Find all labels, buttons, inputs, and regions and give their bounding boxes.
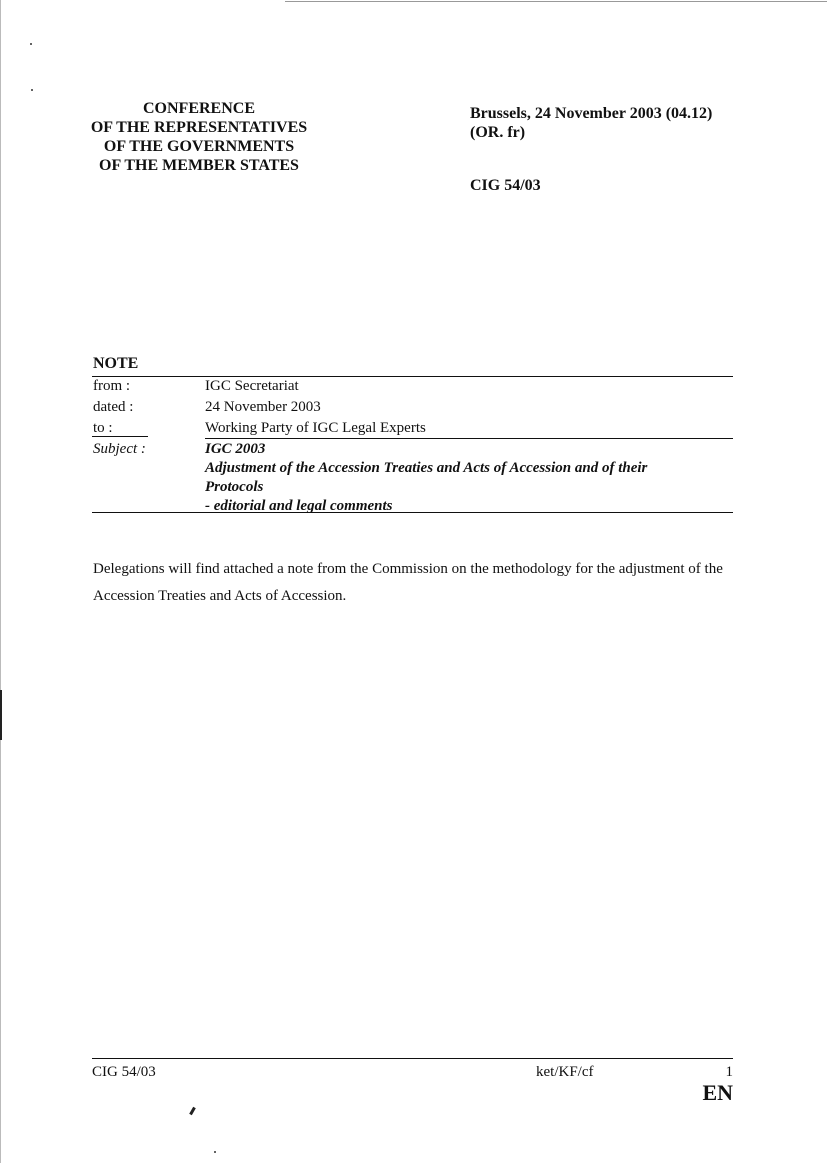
to-value: Working Party of IGC Legal Experts	[205, 420, 426, 436]
footer-initials: ket/KF/cf	[536, 1064, 594, 1080]
dated-label: dated :	[93, 399, 134, 415]
scan-top-line	[285, 1, 827, 2]
scan-left-mark	[0, 690, 2, 740]
conference-line: CONFERENCE	[142, 100, 255, 117]
body-paragraph: Delegations will find attached a note from the Commission on the methodology for the adjustment of the Accession Treaties and Acts of Accession.	[93, 561, 723, 604]
subject-line: - editorial and legal comments	[205, 498, 393, 514]
original-language: (OR. fr)	[470, 124, 526, 141]
from-label: from :	[93, 378, 131, 394]
place-date-block	[470, 104, 712, 142]
footer-rule	[92, 1058, 733, 1059]
subject-value	[205, 440, 725, 516]
subject-line: Adjustment of the Accession Treaties and Acts of Accession and of their	[205, 460, 648, 476]
scan-mark	[189, 1107, 196, 1115]
scan-speck	[30, 43, 32, 45]
conference-line: OF THE GOVERNMENTS	[103, 138, 295, 155]
note-title: NOTE	[93, 355, 139, 372]
conference-line: OF THE REPRESENTATIVES	[90, 119, 308, 136]
conference-heading	[60, 99, 338, 175]
subject-label: Subject :	[93, 441, 146, 457]
place-date: Brussels, 24 November 2003 (04.12)	[470, 105, 713, 122]
to-label: to :	[93, 420, 113, 436]
footer-page-number: 1	[725, 1064, 733, 1080]
footer-language: EN	[702, 1080, 733, 1105]
subject-line: Protocols	[205, 479, 264, 495]
scan-left-edge	[0, 0, 1, 1163]
from-value: IGC Secretariat	[205, 378, 299, 394]
to-label-underline	[92, 436, 148, 437]
subject-line: IGC 2003	[205, 441, 266, 457]
note-rule-bottom	[92, 512, 733, 513]
document-reference: CIG 54/03	[470, 177, 541, 194]
conference-line: OF THE MEMBER STATES	[99, 157, 299, 174]
dated-value: 24 November 2003	[205, 399, 321, 415]
footer-reference: CIG 54/03	[92, 1064, 156, 1080]
scan-speck	[214, 1151, 216, 1153]
scan-speck	[31, 89, 33, 91]
subject-rule	[205, 438, 733, 439]
